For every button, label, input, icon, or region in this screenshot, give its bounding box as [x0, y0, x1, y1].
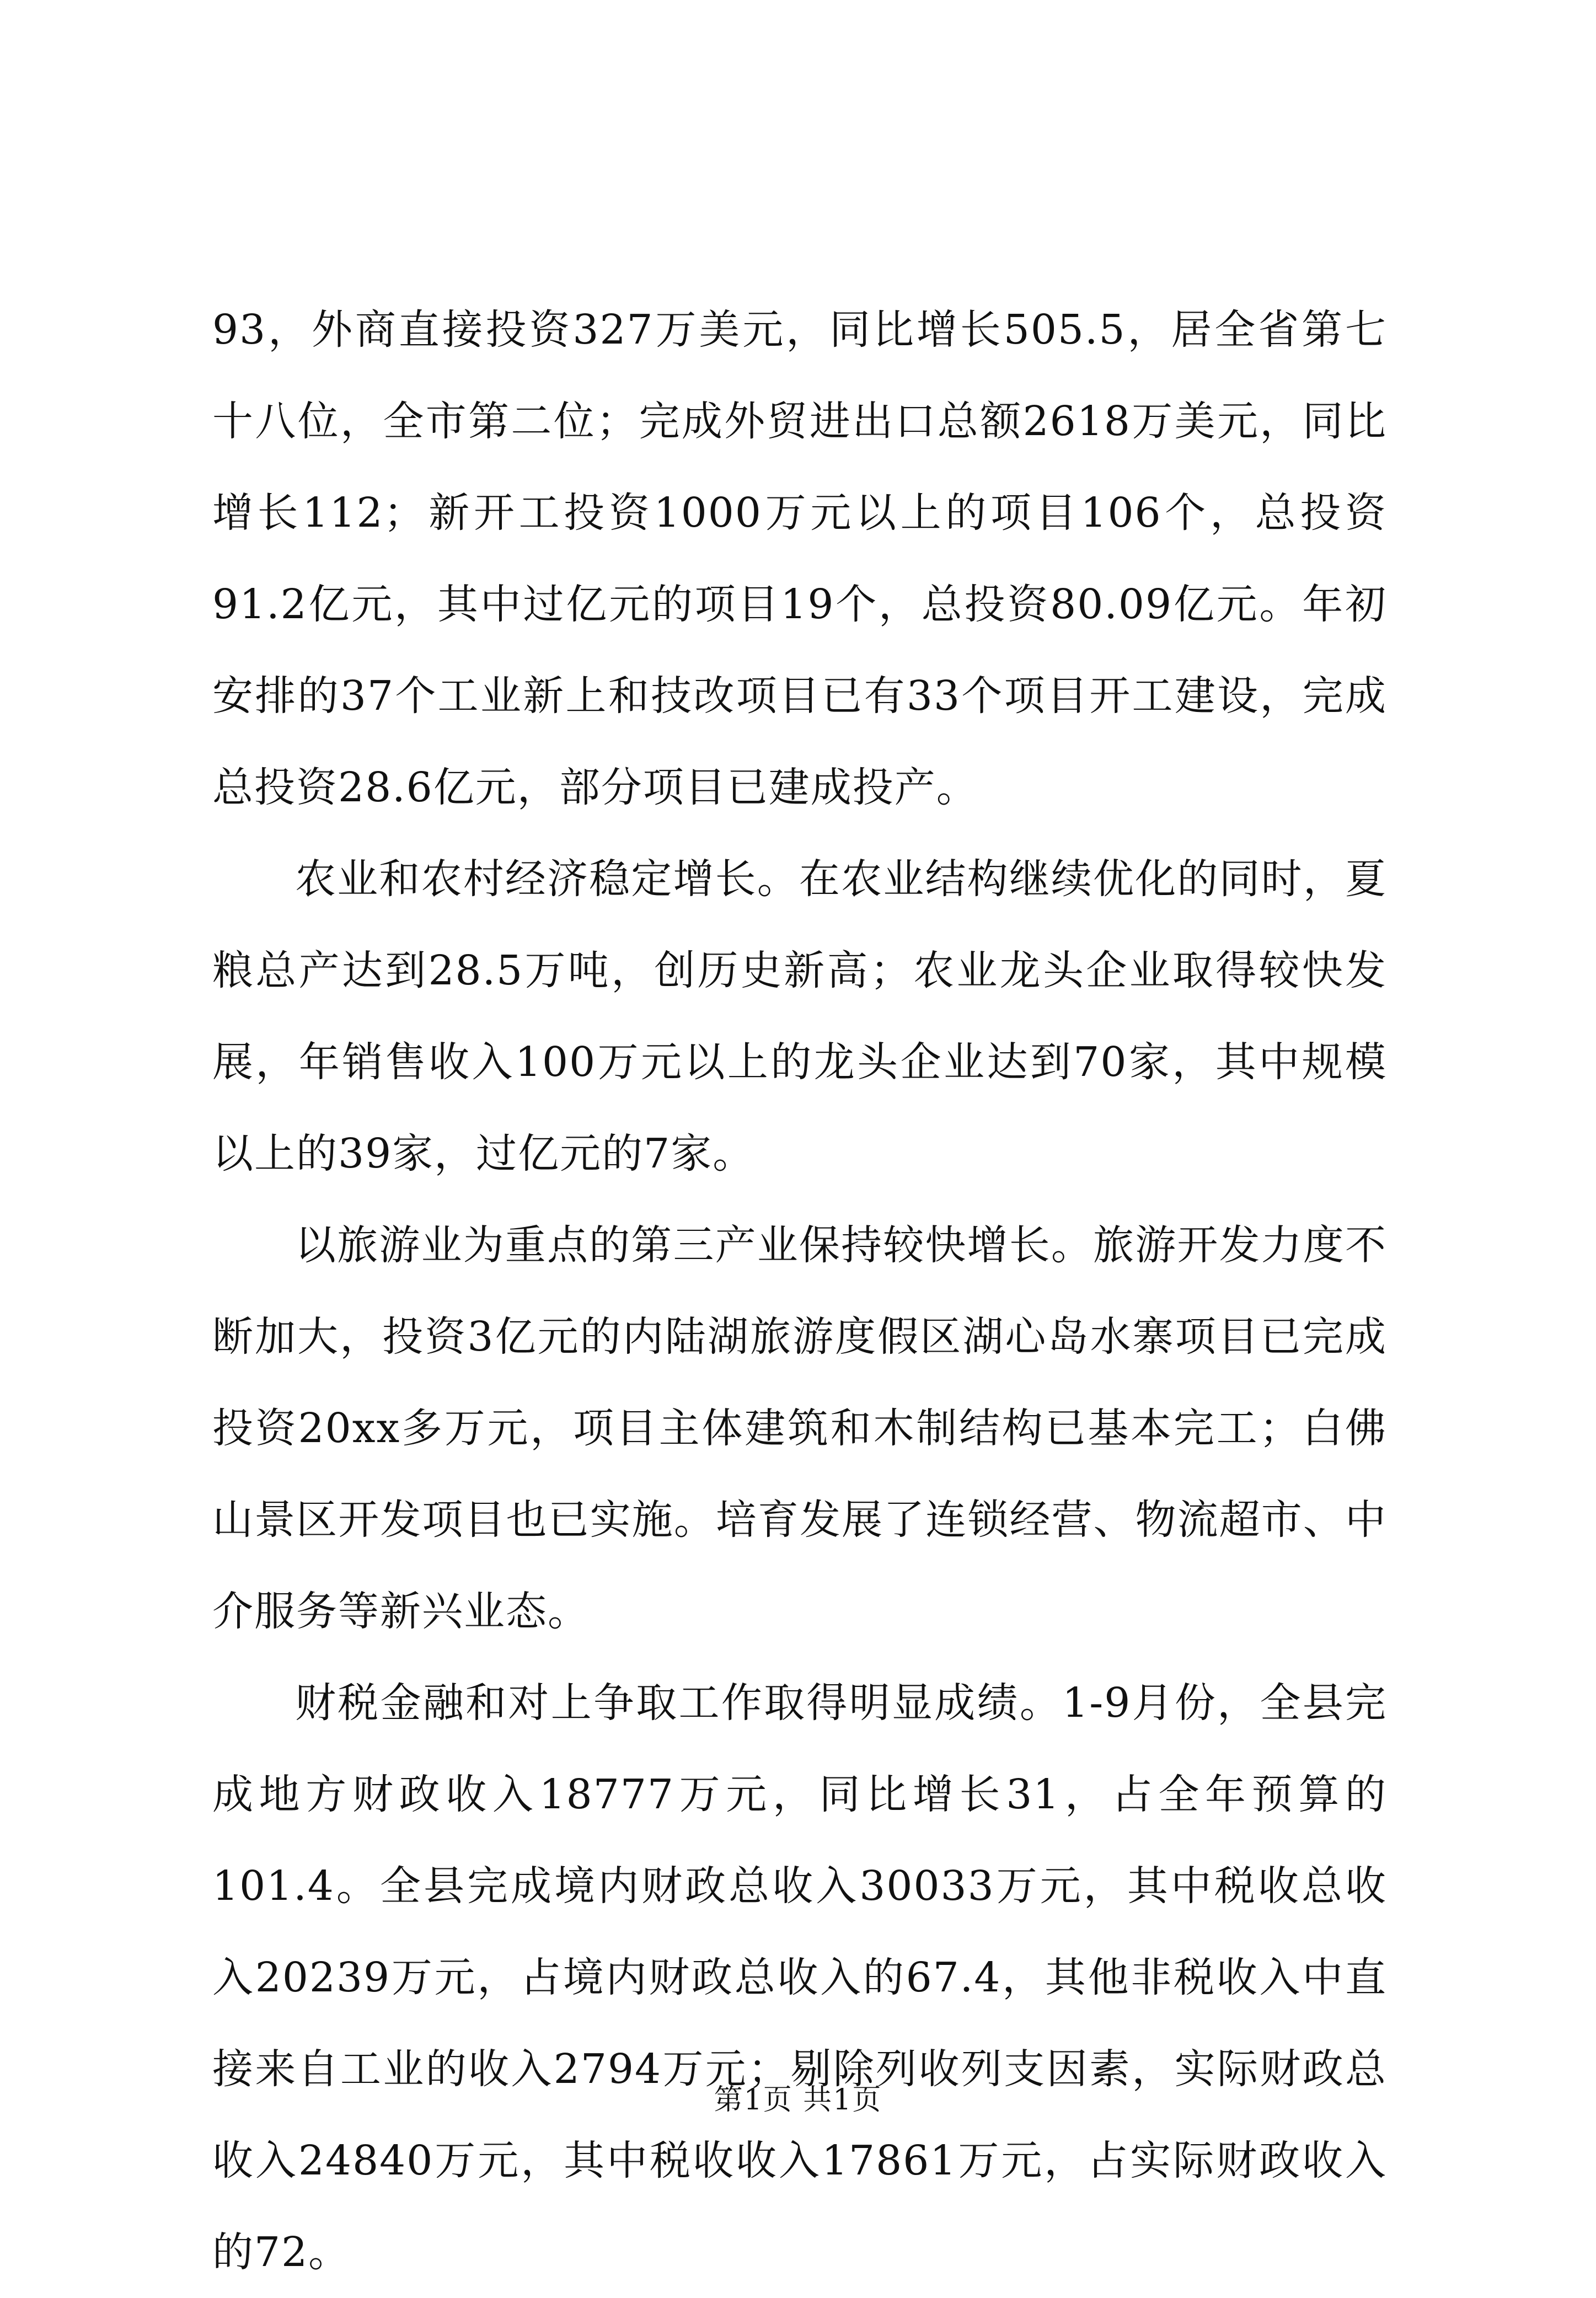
paragraph-continued: 93，外商直接投资327万美元，同比增长505.5，居全省第七十八位，全市第二位；完成外贸进出口总额2618万美元，同比增长112；新开工投资1000万元以上的项目106个，总投资91.2亿元，其中过亿元的项目19个，总投资80.09亿元。年初安排的37个工业新上和技改项目已有33个项目开工建设，完成总投资28.6亿元，部分项目已建成投产。 [212, 306, 1387, 811]
paragraph-agriculture: 农业和农村经济稳定增长。在农业结构继续优化的同时，夏粮总产达到28.5万吨，创历史新高；农业龙头企业取得较快发展，年销售收入100万元以上的龙头企业达到70家，其中规模以上的39家，过亿元的7家。 [212, 855, 1387, 1177]
paragraph-tertiary-industry: 以旅游业为重点的第三产业保持较快增长。旅游开发力度不断加大，投资3亿元的内陆湖旅游度假区湖心岛水寨项目已完成投资20xx多万元，项目主体建筑和木制结构已基本完工；白佛山景区开发项目也已实施。培育发展了连锁经营、物流超市、中介服务等新兴业态。 [212, 1222, 1387, 1635]
document-body [212, 284, 1387, 2298]
page-footer: 第1页 共1页 [714, 2083, 882, 2117]
paragraph-finance: 财税金融和对上争取工作取得明显成绩。1-9月份，全县完成地方财政收入18777万元，同比增长31，占全年预算的101.4。全县完成境内财政总收入30033万元，其中税收总收入20239万元，占境内财政总收入的67.4，其他非税收入中直接来自工业的收入2794万元；剔除列收列支因素，实际财政总收入24840万元，其中税收收入17861万元，占实际财政收入的72。 [212, 1679, 1387, 2276]
